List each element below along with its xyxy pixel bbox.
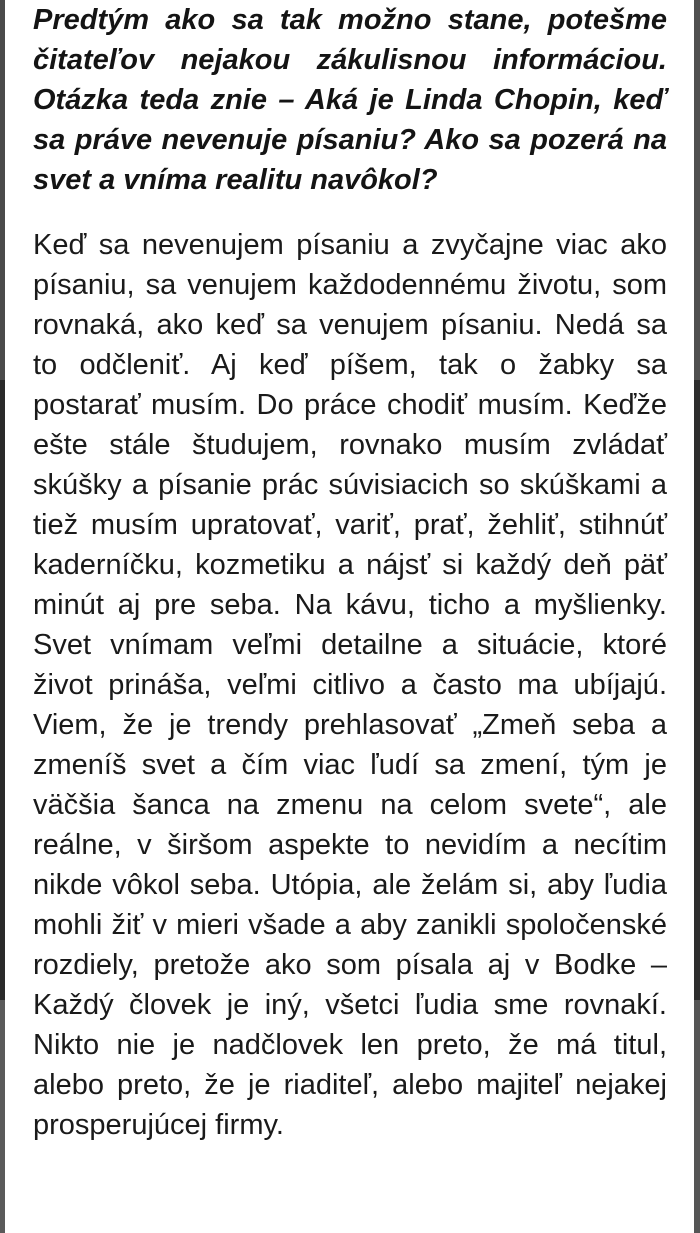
interview-question: Predtým ako sa tak možno stane, potešme čitateľov nejakou zákulisnou informáciou. Otázka teda znie – Aká je Linda Chopin, keď sa práve nevenuje písaniu? Ako sa pozerá na svet a vníma realitu navôkol?	[33, 4, 667, 196]
interview-answer: Keď sa nevenujem písaniu a zvyčajne viac ako písaniu, sa venujem každodennému životu, som rovnaká, ako keď sa venujem písaniu. Nedá sa to odčleniť. Aj keď píšem, tak o žabky sa postarať musím. Do práce chodiť musím. Keďže ešte stále študujem, rovnako musím zvládať skúšky a písanie prác súvisiacich so skúškami a tiež musím upratovať, variť, prať, žehliť, stihnúť kaderníčku, kozmetiku a nájsť si každý deň päť minút aj pre seba. Na kávu, ticho a myšlienky. Svet vnímam veľmi detailne a situácie, ktoré život prináša, veľmi citlivo a často ma ubíjajú. Viem, že je trendy prehlasovať „Zmeň seba a zmeníš svet a čím viac ľudí sa zmení, tým je väčšia šanca na zmenu na celom svete“, ale reálne, v širšom aspekte to nevidím a necítim nikde vôkol seba. Utópia, ale želám si, aby ľudia mohli žiť v mieri všade a aby zanikli spoločenské rozdiely, pretože ako som písala aj v Bodke – Každý človek je iný, všetci ľudia sme rovnakí. Nikto nie je nadčlovek len preto, že má titul, alebo preto, že je riaditeľ, alebo majiteľ nejakej prosperujúcej firmy.	[33, 229, 667, 1141]
interview-article	[33, 0, 667, 1145]
screen-edge-right	[694, 0, 700, 1233]
screen-edge-left	[0, 0, 5, 1233]
